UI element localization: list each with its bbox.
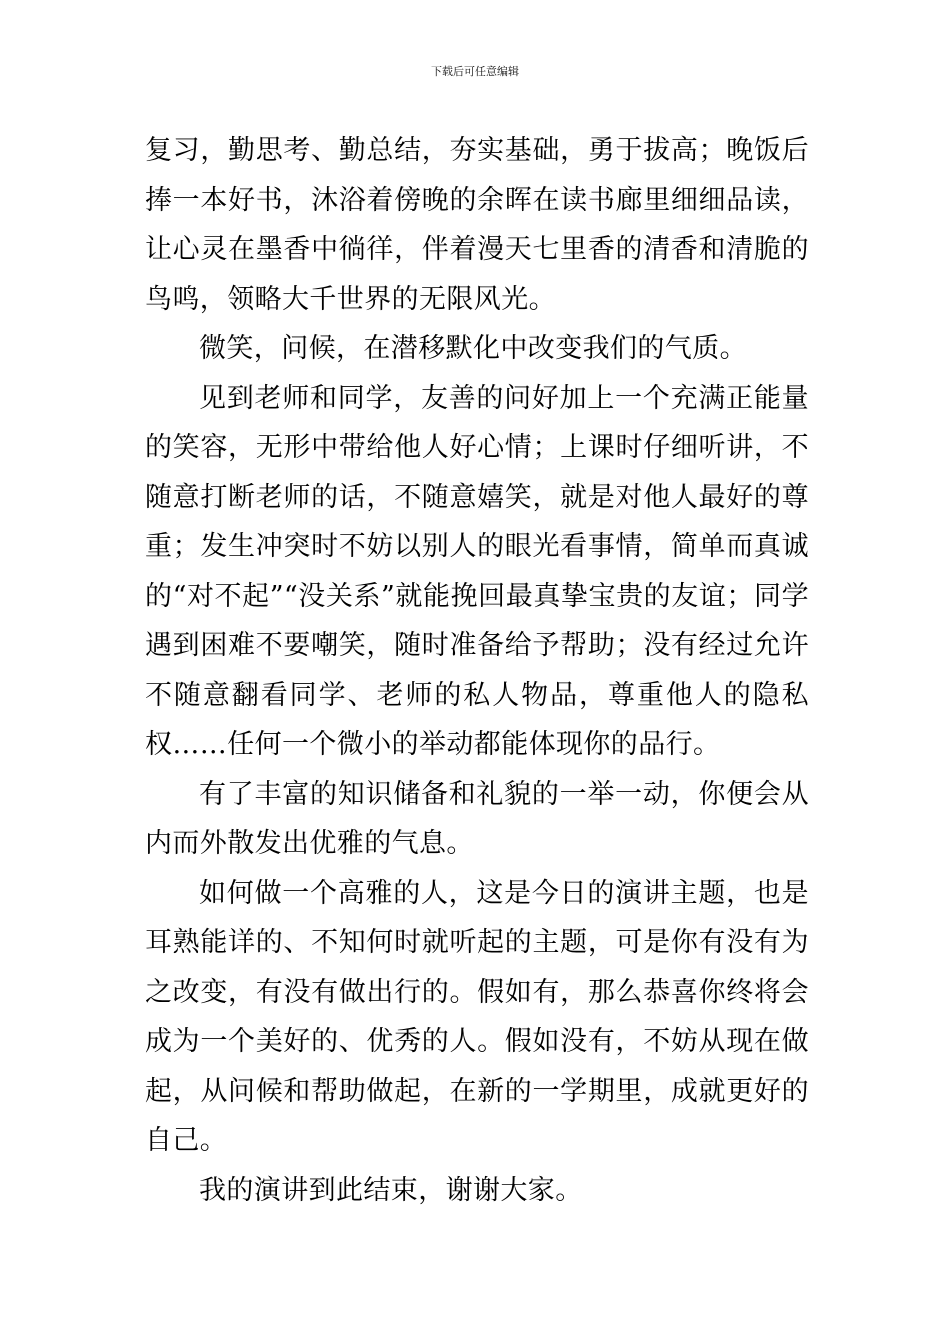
paragraph-continuation: 复习，勤思考、勤总结，夯实基础，勇于拔高；晚饭后捧一本好书，沐浴着傍晚的余晖在读书廊里细细品读，让心灵在墨香中徜徉，伴着漫天七里香的清香和清脆的鸟鸣，领略大千世界的无限风光。 [145,135,809,315]
paragraph: 如何做一个高雅的人，这是今日的演讲主题，也是耳熟能详的、不知何时就听起的主题，可是你有没有为之改变，有没有做出行的。假如有，那么恭喜你终将会成为一个美好的、优秀的人。假如没有，不妨从现在做起，从问候和帮助做起，在新的一学期里，成就更好的自己。 [145,877,809,1156]
closing-paragraph: 我的演讲到此结束，谢谢大家。 [199,1174,583,1206]
paragraph: 见到老师和同学，友善的问好加上一个充满正能量的笑容，无形中带给他人好心情；上课时仔细听讲，不随意打断老师的话，不随意嬉笑，就是对他人最好的尊重；发生冲突时不妨以别人的眼光看事情，简单而真诚的“对不起”“没关系”就能挽回最真挚宝贵的友谊；同学遇到困难不要嘲笑，随时准备给予帮助；没有经过允许不随意翻看同学、老师的私人物品，尊重他人的隐私权……任何一个微小的举动都能体现你的品行。 [145,382,809,760]
paragraph: 有了丰富的知识储备和礼貌的一举一动，你便会从内而外散发出优雅的气息。 [145,778,809,859]
page-header: 下载后可任意编辑 [431,65,519,78]
document-body [145,126,809,1215]
paragraph: 微笑，问候，在潜移默化中改变我们的气质。 [199,333,747,364]
